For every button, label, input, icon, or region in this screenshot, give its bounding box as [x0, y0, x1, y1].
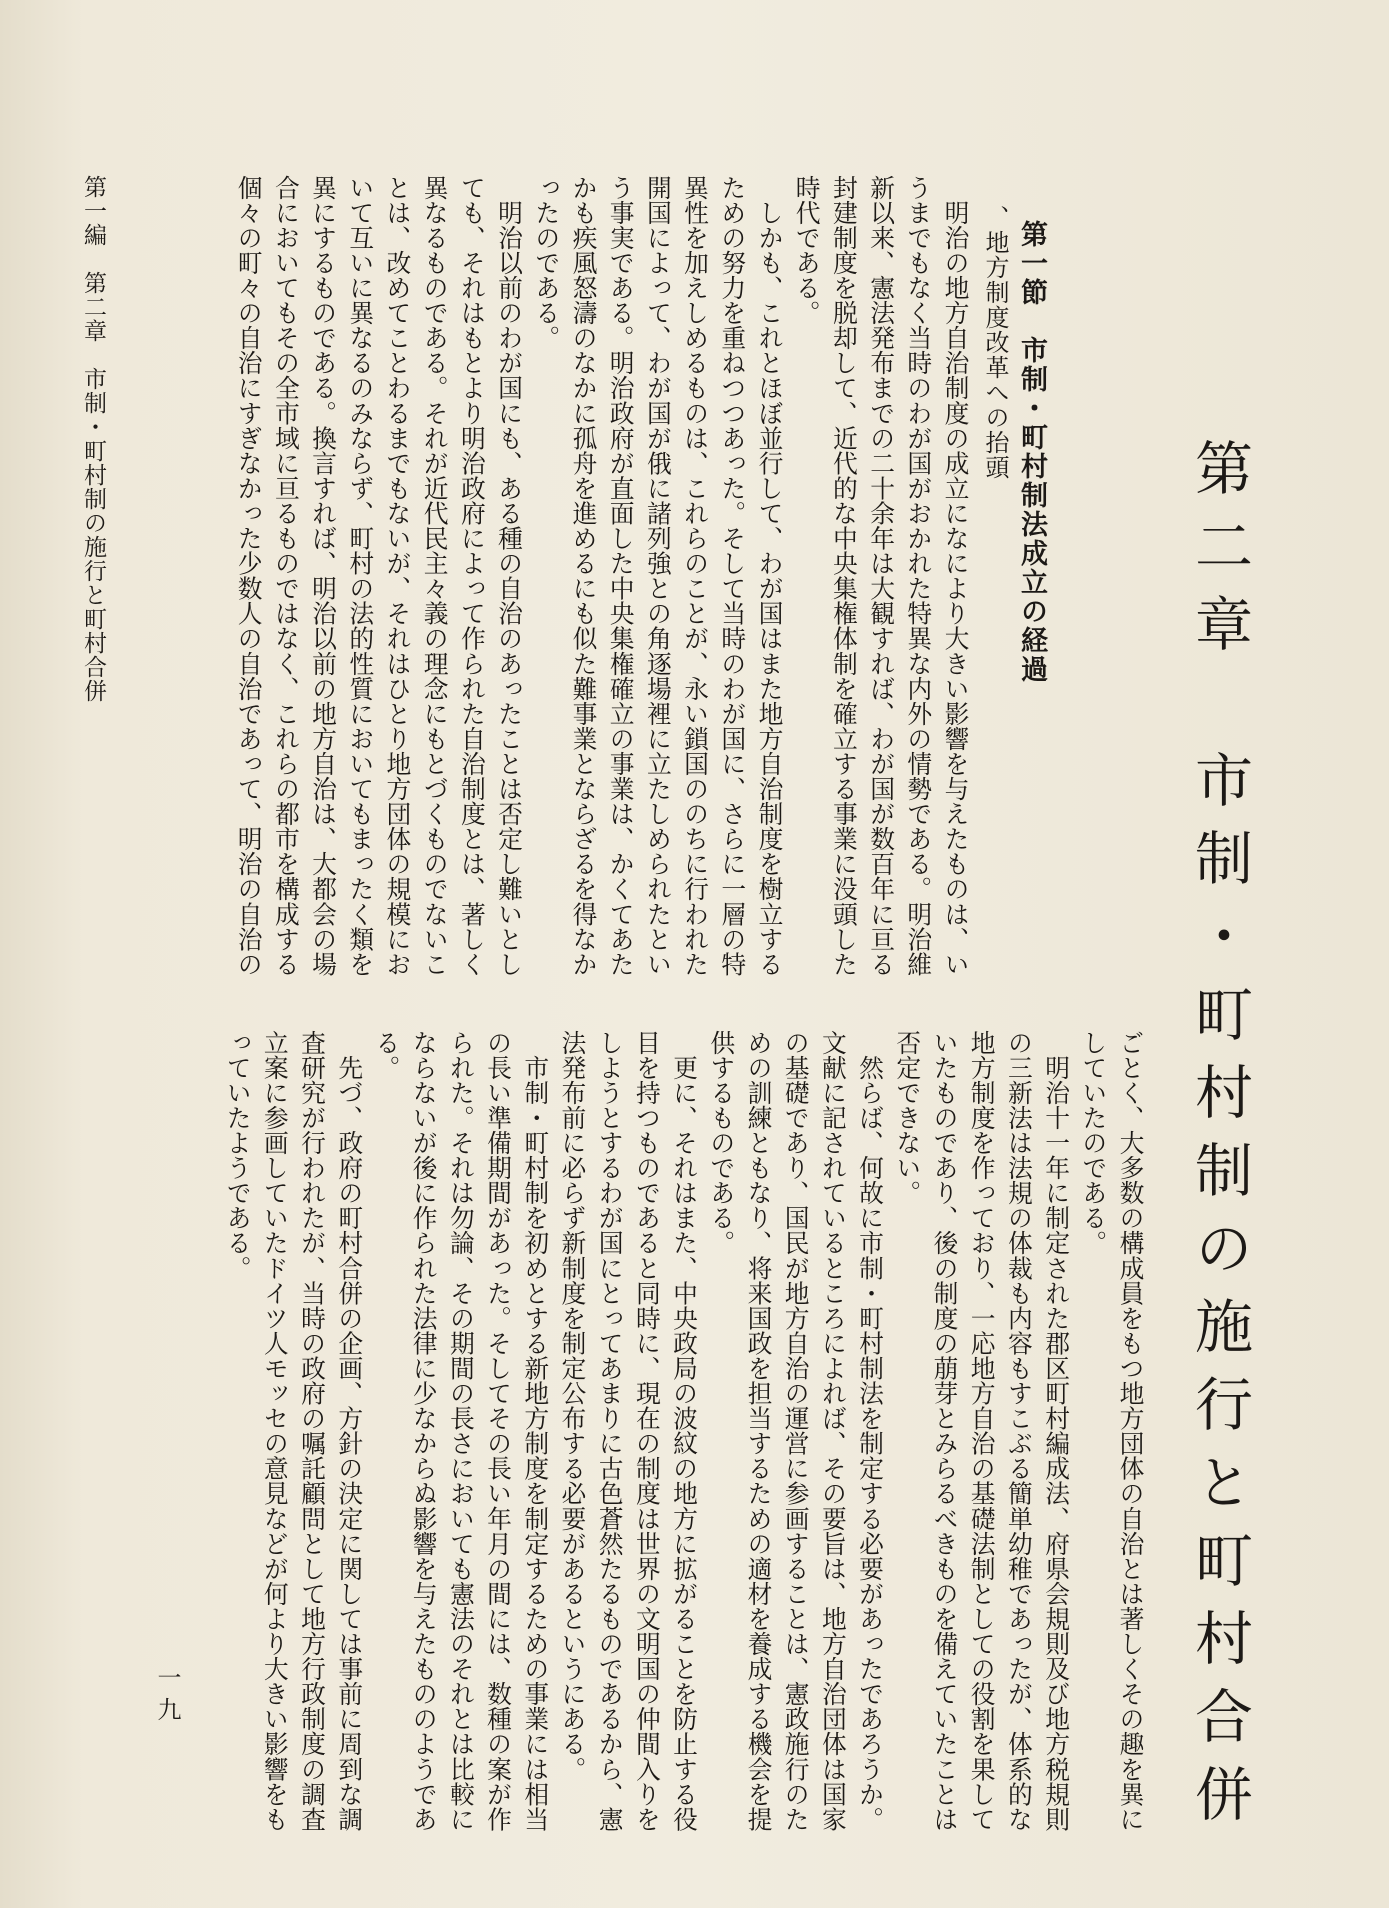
text-line: の基礎であり、国民が地方自治の運営に参画することは、憲政施行のた — [781, 1030, 811, 1832]
text-line: っていたようである。 — [223, 1030, 253, 1281]
text-line: ならないが後に作られた法律に少なからぬ影響を与えたもののようであ — [409, 1030, 439, 1832]
text-line: 更に、それはまた、中央政局の波紋の地方に拡がることを防止する役 — [669, 1030, 699, 1832]
chapter-title: 第二章 市制・町村制の施行と町村合併 — [1185, 438, 1253, 1842]
text-line: していたのである。 — [1078, 1030, 1108, 1256]
text-line: る。 — [371, 1030, 401, 1081]
page-number: 一九 — [153, 1665, 181, 1729]
text-line: 明治以前のわが国にも、ある種の自治のあったことは否定し難いとし — [494, 175, 524, 977]
text-line: 市制・町村制を初めとする新地方制度を制定するための事業には相当 — [520, 1030, 550, 1832]
text-line: う事実である。明治政府が直面した中央集権確立の事業は、かくてあた — [606, 175, 636, 977]
text-line: 時代である。 — [792, 175, 822, 326]
text-line: 新以来、憲法発布までの二十余年は大観すれば、わが国が数百年に亘る — [866, 175, 896, 977]
text-line: 然らば、何故に市制・町村制法を制定する必要があったであろうか。 — [855, 1030, 885, 1832]
text-line: 否定できない。 — [892, 1030, 922, 1206]
text-line: られた。それは勿論、その期間の長さにおいても憲法のそれとは比較に — [446, 1030, 476, 1832]
text-line: いたものであり、後の制度の萠芽とみらるべきものを備えていたことは — [929, 1030, 959, 1832]
subheading: 、地方制度改革への抬頭 — [981, 205, 1009, 480]
text-line: いて互いに異なるのみならず、町村の法的性質においてもまったく類を — [345, 175, 375, 977]
text-line: とは、改めてことわるまでもないが、それはひとり地方団体の規模にお — [382, 175, 412, 977]
text-line: 目を持つものであると同時に、現在の制度は世界の文明国の仲間入りを — [632, 1030, 662, 1832]
text-line: 開国によって、わが国が俄に諸列強との角逐場裡に立たしめられたとい — [643, 175, 673, 977]
text-line: しかも、これとほぼ並行して、わが国はまた地方自治制度を樹立する — [754, 175, 784, 977]
text-line: 地方制度を作っており、一応地方自治の基礎法制としての役割を果して — [967, 1030, 997, 1832]
text-line: 立案に参画していたドイツ人モッセの意見などが何より大きい影響をも — [260, 1030, 290, 1832]
text-line: 明治の地方自治制度の成立になにより大きい影響を与えたものは、い — [941, 175, 970, 977]
text-line: 異にするものである。換言すれば、明治以前の地方自治は、大都会の場 — [308, 175, 338, 977]
text-line: の長い準備期間があった。そしてその長い年月の間には、数種の案が作 — [483, 1030, 513, 1832]
text-line: ごとく、大多数の構成員をもつ地方団体の自治とは著しくその趣を異に — [1116, 1030, 1145, 1832]
text-line: めの訓練ともなり、将来国政を担当するための適材を養成する機会を提 — [743, 1030, 773, 1832]
top-text-block — [230, 175, 974, 1015]
text-line: 明治十一年に制定された郡区町村編成法、府県会規則及び地方税規則 — [1041, 1030, 1071, 1832]
text-line: の三新法は法規の体裁も内容もすこぶる簡単幼稚であったが、体系的な — [1004, 1030, 1034, 1832]
bottom-text-block — [219, 1030, 1149, 1842]
text-line: ったのである。 — [531, 175, 561, 351]
text-line: ても、それはもとより明治政府によって作られた自治制度とは、著しく — [457, 175, 487, 977]
text-line: 先づ、政府の町村合併の企画、方針の決定に関しては事前に周到な調 — [334, 1030, 364, 1832]
text-line: 異性を加えしめるものは、これらのことが、永い鎖国ののちに行われた — [680, 175, 710, 977]
text-line: ための努力を重ねつつあった。そして当時のわが国に、さらに一層の特 — [717, 175, 747, 977]
text-line: うまでもなく当時のわが国がおかれた特異な内外の情勢である。明治維 — [903, 175, 933, 977]
text-line: 査研究が行われたが、当時の政府の嘱託顧問として地方行政制度の調査 — [297, 1030, 327, 1832]
text-line: 封建制度を脱却して、近代的な中央集権体制を確立する事業に没頭した — [829, 175, 859, 977]
running-footer: 第一編 第二章 市制・町村制の施行と町村合併 — [80, 175, 106, 703]
text-line: 個々の町々の自治にすぎなかった少数人の自治であって、明治の自治の — [234, 175, 264, 977]
text-line: 供するものである。 — [706, 1030, 736, 1256]
text-line: かも疾風怒濤のなかに孤舟を進めるにも似た難事業とならざるを得なか — [568, 175, 598, 977]
section-title: 第一節 市制・町村制法成立の経過 — [1016, 220, 1047, 684]
text-line: 合においてもその全市域に亘るものではなく、これらの都市を構成する — [271, 175, 301, 977]
text-line: しようとするわが国にとってあまりに古色蒼然たるものであるから、憲 — [595, 1030, 625, 1832]
text-line: 法発布前に必らず新制度を制定公布する必要があるというにある。 — [557, 1030, 587, 1782]
text-line: 異なるものである。それが近代民主々義の理念にもとづくものでないこ — [420, 175, 450, 977]
text-line: 文献に記されているところによれば、その要旨は、地方自治団体は国家 — [818, 1030, 848, 1832]
